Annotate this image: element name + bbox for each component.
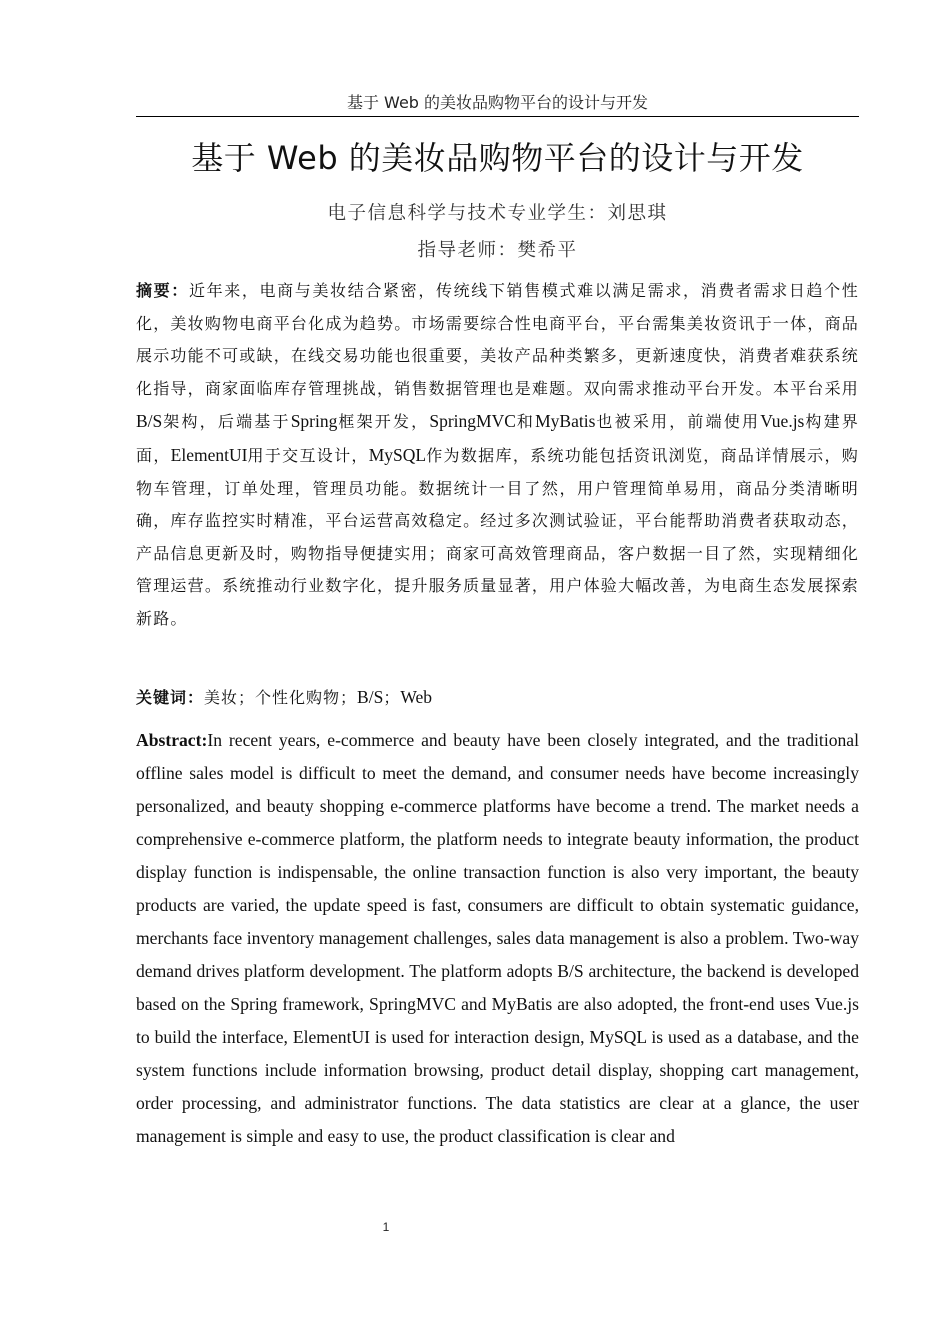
chinese-abstract-text: 框架开发， [337, 412, 430, 432]
chinese-abstract-text: 近年来，电商与美妆结合紧密，传统线下销售模式难以满足需求，消费者需求日趋个性化，美妆购物电商平台化成为趋势。市场需要综合性电商平台，平台需集美妆资讯于一体，商品展示功能不可或缺，在线交易功能也很重要，美妆产品种类繁多，更新速度快，消费者难获系统化指导，商家面临库存管理挑战，销售数据管理也是难题。双向需求推动平台开发。本平台采用 [136, 281, 859, 398]
chinese-abstract-label: 摘要： [136, 281, 189, 300]
abstract-term: B/S [136, 411, 163, 432]
abstract-term: SpringMVC [429, 411, 516, 432]
english-abstract-text: In recent years, e-commerce and beauty have been closely integrated, and the traditional offline sales model is difficult to meet the demand, and consumer needs have become increasingly personalized, and beauty shopping e-commerce platforms have become a trend. The market needs a comprehensive e-commerce platform, the platform needs to integrate beauty information, the product display function is indispensable, the online transaction function is also very important, the beauty products are varied, the update speed is fast, consumers are difficult to obtain systematic guidance, merchants face inventory management challenges, sales data management is also a problem. Two-way demand drives platform development. The platform adopts B/S architecture, the backend is developed based on the Spring framework, SpringMVC and MyBatis are also adopted, the front-end uses Vue.js to build the interface, ElementUI is used for interaction design, MySQL is used as a database, and the system functions include information browsing, product detail display, shopping cart management, order processing, and administrator functions. The data statistics are clear at a glance, the user management is simple and easy to use, the product classification is clear and [136, 730, 859, 1146]
header-divider [136, 116, 859, 117]
chinese-abstract-text: 和 [515, 412, 536, 432]
abstract-term: Vue.js [760, 411, 805, 432]
english-abstract-label: Abstract: [136, 730, 208, 750]
chinese-abstract-text: 架构，后端基于 [162, 412, 291, 432]
page-number: 1 [382, 1220, 390, 1234]
keywords-text: 美妆；个性化购物； [204, 688, 358, 707]
abstract-term: Spring [290, 411, 338, 432]
abstract-term: ElementUI [170, 444, 248, 465]
chinese-abstract-text: 也被采用，前端使用 [595, 412, 761, 432]
running-header: 基于 Web 的美妆品购物平台的设计与开发 [346, 93, 649, 112]
chinese-abstract-text: 构建界面， [136, 412, 859, 465]
paper-title: 基于 Web 的美妆品购物平台的设计与开发 [191, 139, 804, 177]
chinese-abstract-text: 作为数据库，系统功能包括资讯浏览，商品详情展示，购物车管理，订单处理，管理员功能。数据统计一目了然，用户管理简单易用，商品分类清晰明确，库存监控实时精准，平台运营高效稳定。经过多次测试验证，平台能帮助消费者获取动态，产品信息更新及时，购物指导便捷实用；商家可高效管理商品，客户数据一目了然，实现精细化管理运营。系统推动行业数字化，提升服务质量显著，用户体验大幅改善，为电商生态发展探索新路。 [136, 445, 859, 628]
keywords-label: 关键词： [136, 688, 205, 707]
author-line: 电子信息科学与技术专业学生：刘思琪 [327, 203, 668, 224]
keywords-separator: ； [383, 688, 401, 707]
chinese-abstract-text: 用于交互设计， [247, 445, 369, 465]
abstract-term: MyBatis [535, 411, 596, 432]
keyword-term: Web [400, 687, 432, 707]
english-abstract [136, 724, 859, 1153]
keyword-term: B/S [357, 687, 384, 707]
abstract-term: MySQL [368, 444, 427, 465]
chinese-abstract [136, 275, 859, 636]
advisor-line: 指导老师：樊希平 [417, 240, 578, 261]
keywords-line [136, 683, 859, 712]
